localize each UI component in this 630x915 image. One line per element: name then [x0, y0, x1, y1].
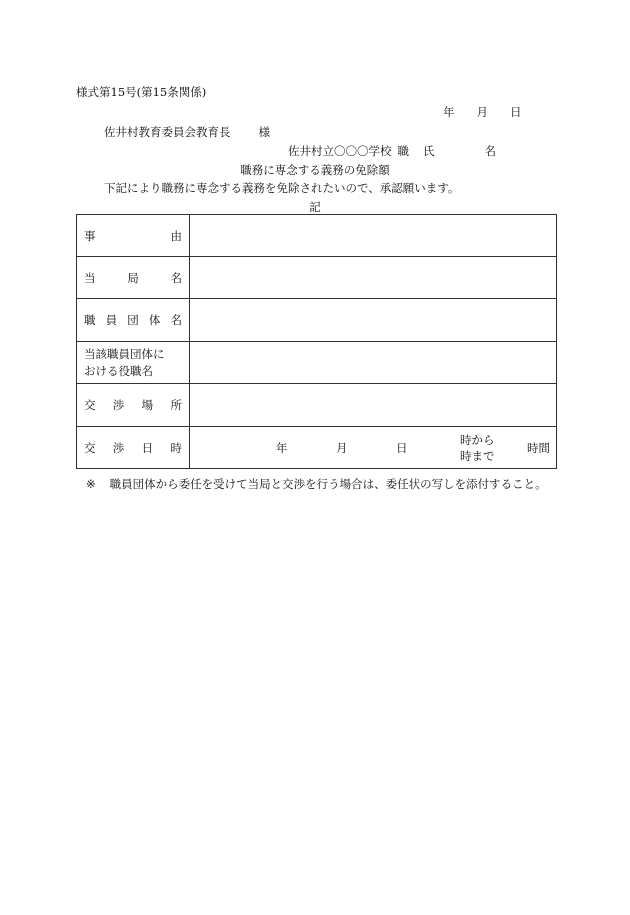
sender-title-2: 氏: [423, 144, 435, 158]
datetime-label: 交 渉 日 時: [77, 427, 190, 469]
footnote: [86, 476, 547, 492]
place-label: 交 渉 場 所: [77, 384, 190, 427]
note-text: 職員団体から委任を受けて当局と交渉を行う場合は、委任状の写しを添付すること。: [109, 477, 547, 491]
union-field[interactable]: [190, 299, 557, 342]
form-number: 様式第15号(第15条関係): [76, 85, 207, 99]
sender-school: 佐井村立〇〇〇学校: [288, 144, 392, 158]
addressee-honorific: 様: [258, 125, 270, 139]
sender-title-3: 名: [484, 144, 496, 158]
day-label: 日: [510, 105, 522, 119]
year-label: 年: [443, 105, 455, 119]
dt-month: 月: [336, 440, 348, 455]
authority-label: 当 局 名: [77, 257, 190, 299]
reason-label: 事 由: [77, 215, 190, 257]
table-row: [77, 427, 557, 469]
table-row: [77, 215, 557, 257]
dt-hours: 時間: [527, 440, 550, 455]
table-row: [77, 384, 557, 427]
application-table: [76, 214, 557, 469]
month-label: 月: [476, 105, 488, 119]
reason-field[interactable]: [190, 215, 557, 257]
document-title: 職務に専念する義務の免除額: [240, 163, 390, 177]
datetime-field[interactable]: [190, 427, 557, 469]
position-label: 当該職員団体に おける役職名: [77, 342, 190, 384]
dt-day: 日: [396, 440, 408, 455]
dt-from-to: 時から 時まで: [460, 432, 495, 463]
union-label: 職 員 団 体 名: [77, 299, 190, 342]
note-mark: ※: [86, 477, 96, 491]
table-row: [77, 257, 557, 299]
position-field[interactable]: [190, 342, 557, 384]
sender-title-1: 職: [397, 144, 409, 158]
authority-field[interactable]: [190, 257, 557, 299]
place-field[interactable]: [190, 384, 557, 427]
date-line: [443, 104, 522, 120]
request-text: 下記により職務に専念する義務を免除されたいので、承認願います。: [104, 181, 460, 195]
sender: [288, 143, 496, 159]
dt-year: 年: [276, 440, 288, 455]
ki-heading: 記: [309, 200, 321, 214]
addressee: [104, 124, 270, 140]
addressee-name: 佐井村教育委員会教育長: [104, 125, 231, 139]
table-row: [77, 299, 557, 342]
table-row: [77, 342, 557, 384]
